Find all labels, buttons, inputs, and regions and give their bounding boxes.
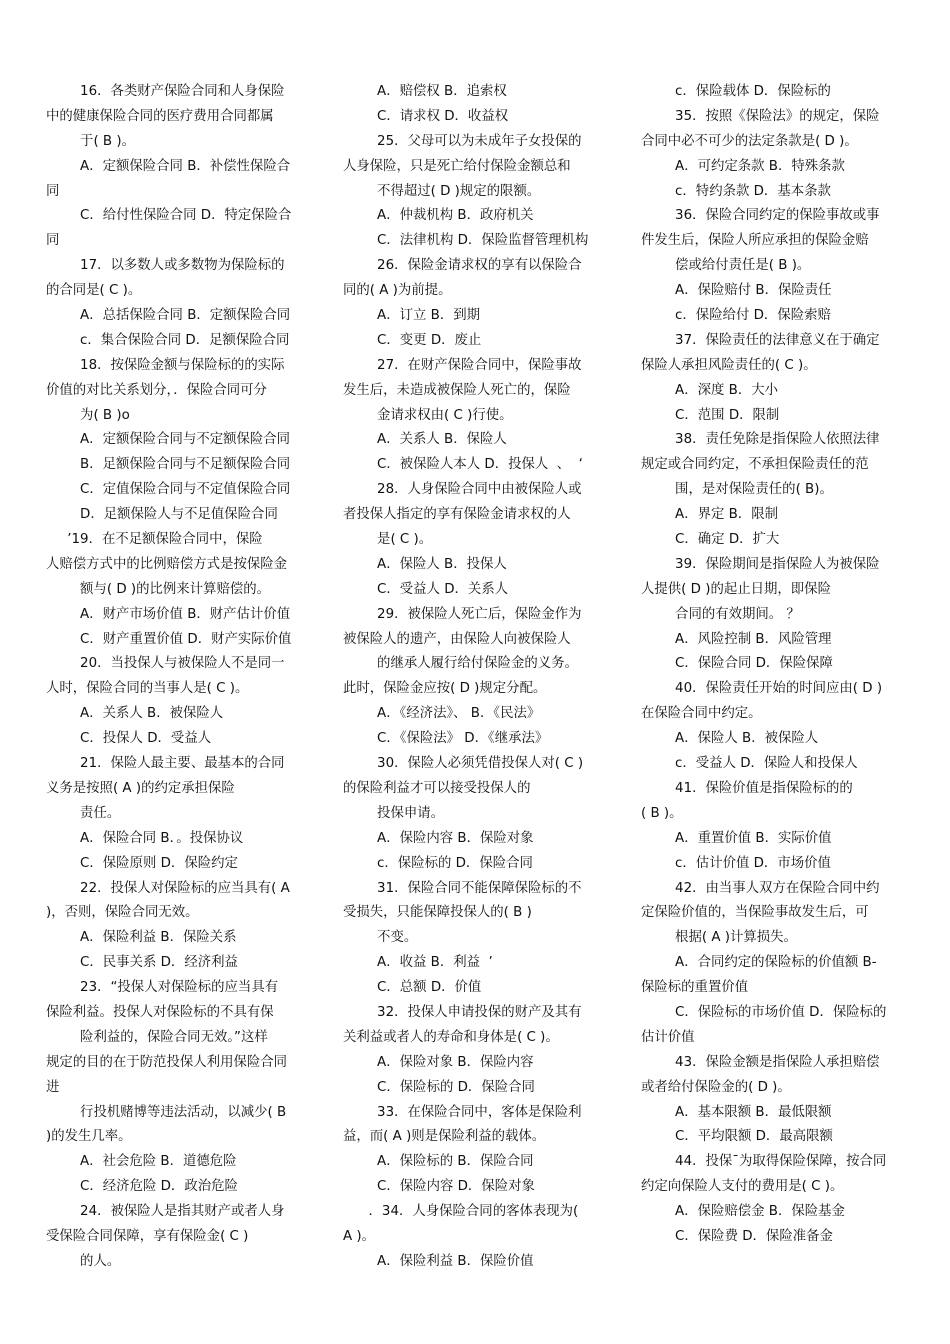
- text-line: A．关系人 B．保险人: [343, 432, 507, 448]
- text-block: [641, 428, 909, 503]
- text-line: C．确定 D．扩大: [641, 532, 780, 548]
- text-line: 人时，保险合同的当事人是( C )。: [46, 681, 249, 697]
- text-line: A )。: [343, 1228, 376, 1244]
- text-line: 或者给付保险金的( D )。: [641, 1079, 791, 1095]
- text-line: A．保险人 B．被保险人: [641, 731, 819, 747]
- text-block: [641, 1200, 909, 1225]
- text-block: [343, 254, 611, 304]
- text-line: A．社会危险 B．道德危险: [46, 1154, 237, 1170]
- text-line: 义务是按照( A )的约定承担保险: [46, 780, 235, 796]
- text-block: [641, 105, 909, 155]
- text-block: [46, 155, 314, 205]
- text-block: [343, 204, 611, 229]
- text-block: [641, 528, 909, 553]
- text-block: [343, 1175, 611, 1200]
- text-column-1: [46, 80, 314, 1275]
- text-block: [343, 702, 611, 727]
- text-line: A．保险合同 B．。投保协议: [46, 830, 244, 846]
- text-block: [46, 478, 314, 503]
- text-line: C．被保险人本人 D．投保人 、 ‘: [343, 457, 583, 473]
- text-block: [46, 204, 314, 254]
- text-line: 43．保险金额是指保险人承担赔偿: [641, 1054, 880, 1070]
- text-line: A．重置价值 B．实际价值: [641, 830, 832, 846]
- text-block: [343, 827, 611, 852]
- text-block: [641, 1101, 909, 1126]
- text-line: 16．各类财产保险合同和人身保险: [46, 84, 285, 99]
- text-line: 人提供( D )的起止日期，即保险: [641, 581, 831, 597]
- text-line: 受保险合同保障，享有保险金( C ): [46, 1228, 249, 1244]
- text-line: 人身保险，只是死亡给付保险金额总和: [343, 158, 571, 174]
- text-block: [641, 752, 909, 777]
- text-block: [46, 1175, 314, 1200]
- text-line: 中的健康保险合同的医疗费用合同都属: [46, 108, 274, 124]
- text-line: A．总括保险合同 B．定额保险合同: [46, 308, 291, 324]
- text-line: 36．保险合同约定的保险事故或事: [641, 208, 880, 224]
- text-block: [343, 304, 611, 329]
- text-block: [343, 603, 611, 703]
- text-block: [641, 329, 909, 379]
- text-line: 是( C )。: [343, 532, 433, 548]
- text-line: C．保险合同 D．保险保障: [641, 656, 833, 672]
- text-line: c．集合保险合同 D．足额保险合同: [46, 332, 290, 348]
- text-block: [46, 1200, 314, 1275]
- text-block: [46, 354, 314, 429]
- text-block: [343, 877, 611, 952]
- text-line: 同的( A )为前提。: [343, 283, 452, 299]
- text-line: 不变。: [343, 930, 418, 946]
- text-line: C．保险费 D．保险准备金: [641, 1228, 833, 1244]
- text-line: A．保险利益 B．保险价值: [343, 1253, 534, 1269]
- text-line: A．定额保险合同与不定额保险合同: [46, 432, 291, 448]
- text-block: [641, 877, 909, 952]
- text-line: A．基本限额 B．最低限额: [641, 1104, 832, 1120]
- text-line: C．总额 D．价值: [343, 980, 482, 996]
- text-line: 同: [46, 183, 60, 199]
- text-block: [343, 229, 611, 254]
- text-block: [46, 702, 314, 727]
- text-line: C．《保险法》 D．《继承法》: [343, 731, 549, 747]
- text-block: [343, 478, 611, 553]
- text-line: C．给付性保险合同 D．特定保险合: [46, 208, 292, 224]
- text-block: [46, 951, 314, 976]
- text-line: 合同的有效期间。 ？: [641, 606, 800, 622]
- text-line: 受损失，只能保障投保人的( B ): [343, 905, 532, 921]
- text-block: [343, 1101, 611, 1151]
- text-block: [343, 354, 611, 429]
- text-line: 18．按保险金额与保险标的的实际: [46, 357, 285, 373]
- text-block: [46, 428, 314, 453]
- text-line: B．足额保险合同与不足额保险合同: [46, 457, 291, 473]
- text-block: [641, 553, 909, 628]
- text-block: [46, 727, 314, 752]
- text-line: C．范围 D．限制: [641, 407, 780, 423]
- text-line: A．收益 B．利益 ’: [343, 955, 493, 971]
- text-block: [46, 503, 314, 528]
- text-block: [46, 1150, 314, 1175]
- text-line: A．保险赔付 B．保险责任: [641, 283, 832, 299]
- text-block: [343, 1076, 611, 1101]
- text-line: c．保险载体 D．保险标的: [641, 84, 831, 99]
- text-block: [641, 1051, 909, 1101]
- text-block: [46, 827, 314, 852]
- text-block: [343, 428, 611, 453]
- text-line: 38．责任免除是指保险人依照法律: [641, 432, 880, 448]
- text-line: 进: [46, 1079, 60, 1095]
- text-line: 23．“投保人对保险标的应当具有: [46, 980, 279, 996]
- text-line: 估计价值: [641, 1029, 695, 1045]
- text-line: A．仲裁机构 B．政府机关: [343, 208, 534, 224]
- text-block: [343, 553, 611, 578]
- text-line: 于( B )。: [46, 133, 135, 149]
- text-block: [641, 80, 909, 105]
- text-line: A．保险利益 B．保险关系: [46, 930, 237, 946]
- text-block: [641, 503, 909, 528]
- text-line: c．受益人 D．保险人和投保人: [641, 756, 858, 772]
- text-line: 险利益的，保险合同无效。”这样: [46, 1029, 268, 1045]
- text-block: [641, 404, 909, 429]
- text-line: A．订立 B．到期: [343, 308, 480, 324]
- text-block: [343, 130, 611, 205]
- text-block: [343, 727, 611, 752]
- text-line: A．保险标的 B．保险合同: [343, 1154, 534, 1170]
- text-block: [641, 951, 909, 1001]
- text-line: C．请求权 D．收益权: [343, 108, 509, 124]
- text-block: [343, 976, 611, 1001]
- text-line: C．保险内容 D．保险对象: [343, 1179, 535, 1195]
- text-line: 21．保险人最主要、最基本的合同: [46, 756, 285, 772]
- text-column-2: [343, 80, 611, 1275]
- text-block: [46, 652, 314, 702]
- text-block: [46, 329, 314, 354]
- text-line: A．《经济法》、 B．《民法》: [343, 706, 541, 722]
- text-block: [641, 1225, 909, 1250]
- text-block: [343, 578, 611, 603]
- text-line: 保险人承担风险责任的( C )。: [641, 357, 817, 373]
- text-line: 25．父母可以为未成年子女投保的: [343, 133, 582, 149]
- text-line: D．足额保险人与不足值保险合同: [46, 507, 278, 523]
- text-line: 40．保险责任开始的时间应由( D ): [641, 681, 883, 697]
- text-line: 27．在财产保险合同中，保险事故: [343, 357, 582, 373]
- text-line: 22．投保人对保险标的应当具有( A: [46, 880, 290, 896]
- text-block: [343, 852, 611, 877]
- text-line: 围，是对保险责任的( B)。: [641, 482, 833, 498]
- text-block: [46, 926, 314, 951]
- text-line: A．保险对象 B．保险内容: [343, 1054, 534, 1070]
- text-block: [343, 105, 611, 130]
- text-block: [641, 628, 909, 653]
- text-line: 价值的对比关系划分，．保险合同可分: [46, 382, 267, 398]
- text-line: c．保险给付 D．保险索赔: [641, 308, 831, 324]
- text-block: [343, 1200, 611, 1250]
- text-block: [46, 752, 314, 827]
- text-block: [641, 155, 909, 180]
- text-line: 的人。: [46, 1253, 121, 1269]
- text-line: A．风险控制 B．风险管理: [641, 631, 832, 647]
- text-line: ．34．人身保险合同的客体表现为(: [343, 1204, 579, 1220]
- text-line: 28．人身保险合同中由被保险人或: [343, 482, 582, 498]
- text-block: [46, 254, 314, 304]
- text-line: 35．按照《保险法》的规定，保险: [641, 108, 880, 124]
- text-block: [343, 951, 611, 976]
- text-line: 的继承人履行给付保险金的义务。: [343, 656, 578, 672]
- text-line: 金请求权由( C )行使。: [343, 407, 513, 423]
- text-line: 被保险人的遗产，由保险人向被保险人: [343, 631, 571, 647]
- text-line: A．赔偿权 B．追索权: [343, 84, 507, 99]
- text-line: A．关系人 B．被保险人: [46, 706, 224, 722]
- text-line: 投保申请。: [343, 805, 445, 821]
- text-line: 24．被保险人是指其财产或者人身: [46, 1204, 285, 1220]
- text-line: 约定向保险人支付的费用是( C )。: [641, 1179, 844, 1195]
- text-line: 26．保险金请求权的享有以保险合: [343, 258, 582, 274]
- text-line: C．定值保险合同与不定值保险合同: [46, 482, 291, 498]
- text-block: [343, 1051, 611, 1076]
- text-block: [641, 677, 909, 727]
- text-line: A．保险人 B．投保人: [343, 556, 507, 572]
- text-block: [46, 852, 314, 877]
- text-block: [641, 180, 909, 205]
- text-line: 保险利益。投保人对保险标的不具有保: [46, 1004, 274, 1020]
- text-block: [641, 727, 909, 752]
- text-block: [641, 777, 909, 827]
- text-block: [343, 453, 611, 478]
- text-line: 32．投保人申请投保的财产及其有: [343, 1004, 582, 1020]
- text-block: [641, 827, 909, 852]
- text-line: C．投保人 D．受益人: [46, 731, 212, 747]
- text-block: [343, 1150, 611, 1175]
- text-line: C．保险标的 D．保险合同: [343, 1079, 535, 1095]
- text-line: 件发生后，保险人所应承担的保险金赔: [641, 233, 869, 249]
- text-line: 29．被保险人死亡后，保险金作为: [343, 606, 582, 622]
- text-block: [46, 80, 314, 155]
- text-line: A．定额保险合同 B．补偿性保险合: [46, 158, 291, 174]
- text-line: 44．投保ˉ为取得保险保障，按合同: [641, 1154, 887, 1170]
- text-line: )，否则，保险合同无效。: [46, 905, 199, 921]
- text-line: C．财产重置价值 D．财产实际价值: [46, 631, 292, 647]
- text-line: 31．保险合同不能保障保险标的不: [343, 880, 582, 896]
- text-line: 33．在保险合同中，客体是保险利: [343, 1104, 582, 1120]
- text-block: [641, 379, 909, 404]
- text-line: 20．当投保人与被保险人不是同一: [46, 656, 285, 672]
- text-line: A．可约定条款 B．特殊条款: [641, 158, 845, 174]
- text-line: 发生后，未造成被保险人死亡的，保险: [343, 382, 571, 398]
- text-line: 行投机赌博等违法活动，以减少( B: [46, 1104, 287, 1120]
- text-line: 偿或给付责任是( B )。: [641, 258, 811, 274]
- text-line: 责任。: [46, 805, 121, 821]
- text-line: 39．保险期间是指保险人为被保险: [641, 556, 880, 572]
- text-line: 此时，保险金应按( D )规定分配。: [343, 681, 547, 697]
- text-block: [641, 204, 909, 279]
- text-block: [641, 652, 909, 677]
- text-line: 合同中必不可少的法定条款是( D )。: [641, 133, 858, 149]
- text-block: [641, 1001, 909, 1051]
- text-block: [343, 752, 611, 827]
- text-block: [46, 628, 314, 653]
- text-line: A．合同约定的保险标的价值额 B-: [641, 955, 877, 971]
- text-line: 同: [46, 233, 60, 249]
- text-block: [46, 304, 314, 329]
- text-line: c．特约条款 D．基本条款: [641, 183, 831, 199]
- text-line: A．界定 B．限制: [641, 507, 778, 523]
- text-line: ’19．在不足额保险合同中，保险: [46, 532, 263, 548]
- text-line: C．平均限额 D．最高限额: [641, 1129, 833, 1145]
- text-line: 益，而( A )则是保险利益的载体。: [343, 1129, 546, 1145]
- text-line: 17．以多数人或多数物为保险标的: [46, 258, 285, 274]
- text-line: 规定的目的在于防范投保人利用保险合同: [46, 1054, 288, 1070]
- text-block: [641, 852, 909, 877]
- text-line: A．财产市场价值 B．财产估计价值: [46, 606, 291, 622]
- text-line: ( B )。: [641, 805, 683, 821]
- text-block: [641, 304, 909, 329]
- text-block: [343, 1250, 611, 1275]
- text-line: 额与( D )的比例来计算赔偿的。: [46, 581, 271, 597]
- text-block: [46, 453, 314, 478]
- text-line: 者投保人指定的享有保险金请求权的人: [343, 507, 571, 523]
- text-block: [343, 1001, 611, 1051]
- text-line: 41．保险价值是指保险标的的: [641, 780, 853, 796]
- text-line: C．受益人 D．关系人: [343, 581, 509, 597]
- text-column-3: [641, 80, 909, 1250]
- text-block: [46, 877, 314, 927]
- text-line: 定保险价值的，当保险事故发生后，可: [641, 905, 869, 921]
- text-line: C．保险原则 D．保险约定: [46, 855, 238, 871]
- text-line: A．保险赔偿金 B．保险基金: [641, 1204, 845, 1220]
- text-line: 在保险合同中约定。: [641, 706, 762, 722]
- text-line: 根据( A )计算损失。: [641, 930, 797, 946]
- text-block: [343, 80, 611, 105]
- text-line: 的合同是( C )。: [46, 283, 142, 299]
- text-line: A．深度 B．大小: [641, 382, 778, 398]
- text-block: [46, 528, 314, 603]
- text-line: 人赔偿方式中的比例赔偿方式是按保险金: [46, 556, 288, 572]
- text-line: 37．保险责任的法律意义在于确定: [641, 332, 880, 348]
- text-line: 为( B )o: [46, 407, 130, 423]
- text-block: [641, 279, 909, 304]
- text-line: 关利益或者人的寿命和身体是( C )。: [343, 1029, 559, 1045]
- text-line: C．法律机构 D．保险监督管理机构: [343, 233, 589, 249]
- text-block: [46, 603, 314, 628]
- text-block: [343, 329, 611, 354]
- text-line: 保险标的重置价值: [641, 980, 749, 996]
- text-line: 42．由当事人双方在保险合同中约: [641, 880, 880, 896]
- text-line: C．民事关系 D．经济利益: [46, 955, 238, 971]
- text-line: C．保险标的市场价值 D．保险标的: [641, 1004, 887, 1020]
- text-line: A．保险内容 B．保险对象: [343, 830, 534, 846]
- text-line: C．经济危险 D．政治危险: [46, 1179, 238, 1195]
- text-block: [641, 1125, 909, 1150]
- text-line: 规定或合同约定，不承担保险责任的范: [641, 457, 869, 473]
- text-line: 30．保险人必须凭借投保人对( C ): [343, 756, 584, 772]
- text-block: [46, 976, 314, 1150]
- text-line: c．估计价值 D．市场价值: [641, 855, 831, 871]
- text-block: [641, 1150, 909, 1200]
- text-line: 的保险利益才可以接受投保人的: [343, 780, 531, 796]
- text-line: C．变更 D．废止: [343, 332, 482, 348]
- text-line: )的发生几率。: [46, 1129, 132, 1145]
- text-line: 不得超过( D )规定的限额。: [343, 183, 541, 199]
- text-line: c．保险标的 D．保险合同: [343, 855, 533, 871]
